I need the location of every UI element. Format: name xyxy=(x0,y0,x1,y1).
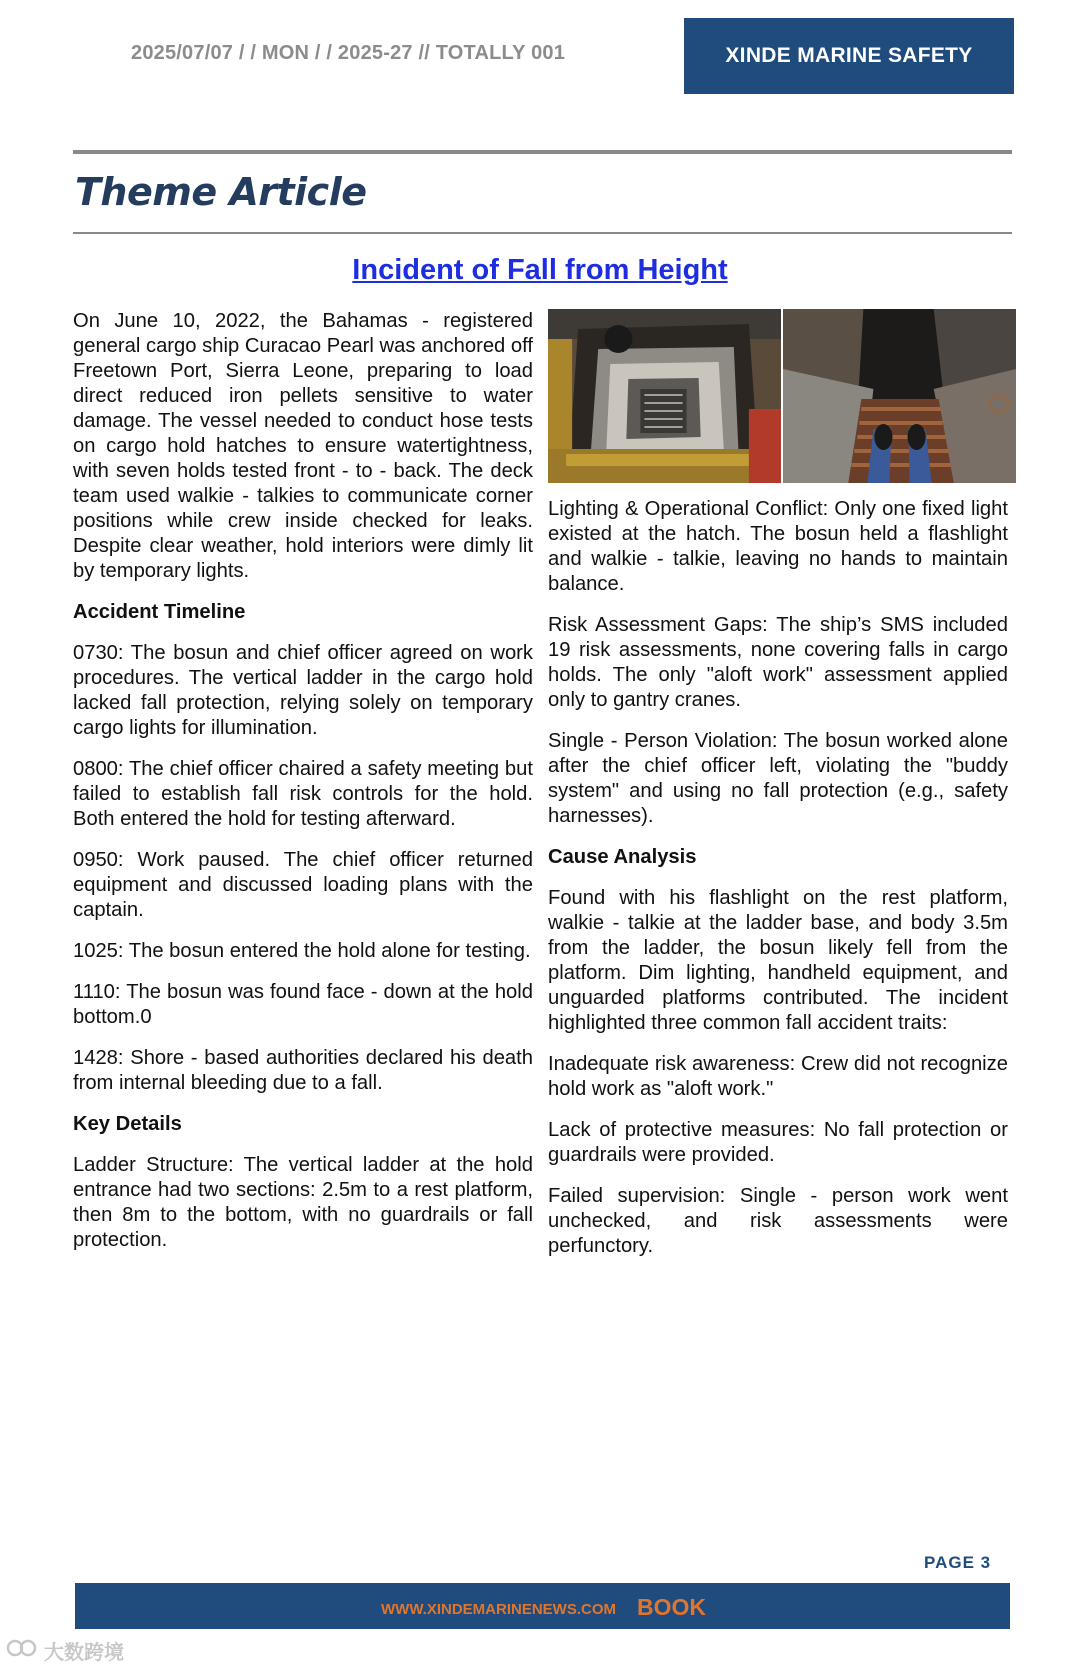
timeline-entry: 1110: The bosun was found face - down at the hold bottom.0 xyxy=(73,981,533,1028)
key-detail: Single - Person Violation: The bosun worked alone after the chief officer left, violating the "buddy system" and using no fall protection (e.g., safety harnesses). xyxy=(548,730,1008,827)
key-detail: Risk Assessment Gaps: The ship’s SMS included 19 risk assessments, none covering falls in cargo holds. The only "aloft work" assessment applied only to gantry cranes. xyxy=(548,614,1008,711)
cause-analysis-heading: Cause Analysis xyxy=(548,846,697,868)
incident-photos xyxy=(548,309,1016,483)
key-details-heading: Key Details xyxy=(73,1113,182,1135)
intro-paragraph: On June 10, 2022, the Bahamas - registered general cargo ship Curacao Pearl was anchored off Freetown Port, Sierra Leone, preparing to load direct reduced iron pellets sensitive to water damage. The vessel needed to conduct hose tests on cargo hold hatches to ensure watertightness, with seven holds tested front - to - back. The deck team used walkie - talkies to communicate corner positions while crew inside checked for leaks. Despite clear weather, hold interiors were dimly lit by temporary lights. xyxy=(73,310,533,582)
hatch-ladder-photo xyxy=(548,309,781,483)
page-number: PAGE 3 xyxy=(924,1553,992,1572)
article-title-link[interactable]: Incident of Fall from Height xyxy=(352,254,728,286)
section-title: Theme Article xyxy=(75,170,367,214)
timeline-entry: 1025: The bosun entered the hold alone for testing. xyxy=(73,940,531,962)
timeline-heading: Accident Timeline xyxy=(73,601,246,623)
brand-banner xyxy=(684,18,1014,94)
watermark-text: 大数跨境 xyxy=(44,1642,124,1664)
watermark-logo-icon xyxy=(6,1638,40,1664)
key-detail: Lighting & Operational Conflict: Only one fixed light existed at the hatch. The bosun held a flashlight and walkie - talkie, leaving no hands to maintain balance. xyxy=(548,498,1008,595)
cause-trait: Failed supervision: Single - person work went unchecked, and risk assessments were perfunctory. xyxy=(548,1185,1008,1257)
key-detail: Ladder Structure: The vertical ladder at the hold entrance had two sections: 2.5m to a rest platform, then 8m to the bottom, with no guardrails or fall protection. xyxy=(73,1154,533,1251)
timeline-entry: 0950: Work paused. The chief officer returned equipment and discussed loading plans with the captain. xyxy=(73,849,533,921)
watermark xyxy=(6,1636,124,1665)
top-divider xyxy=(73,150,1012,154)
timeline-entry: 1428: Shore - based authorities declared his death from internal bleeding due to a fall. xyxy=(73,1047,533,1094)
section-divider xyxy=(73,232,1012,234)
timeline-entry: 0800: The chief officer chaired a safety meeting but failed to establish fall risk controls for the hold. Both entered the hold for testing afterward. xyxy=(73,758,533,830)
timeline-entry: 0730: The bosun and chief officer agreed on work procedures. The vertical ladder in the cargo hold lacked fall protection, relying solely on temporary cargo lights for illumination. xyxy=(73,642,533,739)
article-right-column xyxy=(548,497,1008,1275)
hold-ladder-photo xyxy=(783,309,1016,483)
cause-trait: Inadequate risk awareness: Crew did not recognize hold work as "aloft work." xyxy=(548,1053,1008,1100)
cause-intro: Found with his flashlight on the rest platform, walkie - talkie at the ladder base, and body 3.5m from the ladder, the bosun likely fell from the platform. Dim lighting, handheld equipment, and unguarded platforms contributed. The incident highlighted three common fall accident traits: xyxy=(548,887,1008,1034)
issue-meta: 2025/07/07 / / MON / / 2025-27 // TOTALLY 001 xyxy=(131,42,566,64)
article-left-column xyxy=(73,309,533,1269)
footer-book-label: BOOK xyxy=(637,1594,706,1620)
cause-trait: Lack of protective measures: No fall protection or guardrails were provided. xyxy=(548,1119,1008,1166)
brand-label: XINDE MARINE SAFETY xyxy=(725,44,973,67)
footer-website-link[interactable]: WWW.XINDEMARINENEWS.COM xyxy=(381,1601,616,1618)
